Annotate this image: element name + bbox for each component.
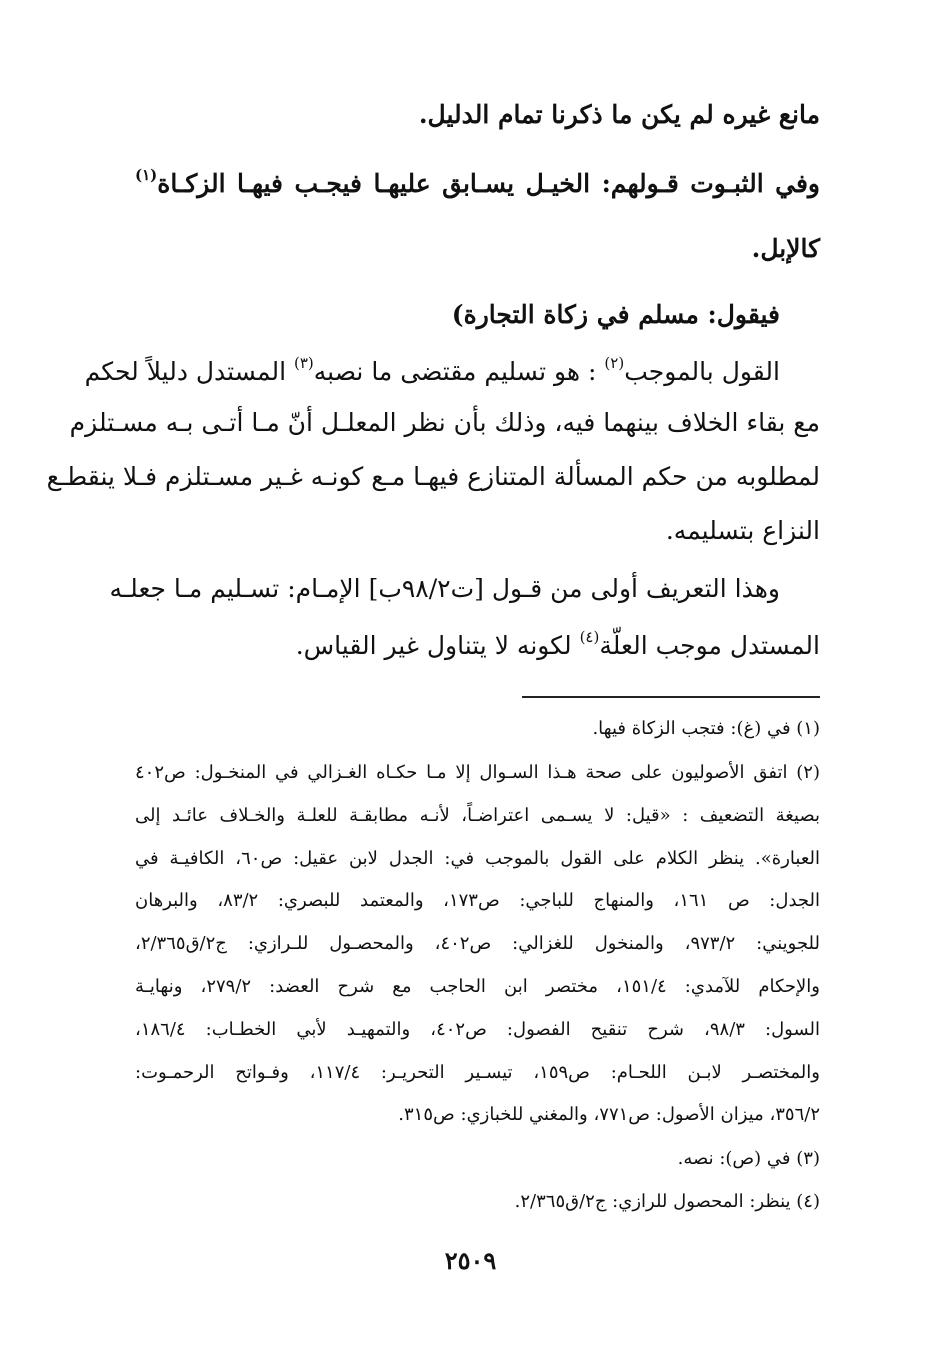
footnote-2-line-8: والمختصـر لابـن اللحـام: ص١٥٩، تيسـير التحريـر: ١١٧/٤، وفـواتح الرحمـوت: — [135, 1062, 820, 1083]
footnote-2-line-4: الجدل: ص ١٦١، والمنهاج للباجي: ص١٧٣، والمعتمد للبصري: ٨٣/٢، والبرهان — [135, 890, 820, 911]
text-line-3: كالإبل. — [751, 234, 820, 263]
footnote-2-line-7: السول: ٩٨/٣، شرح تنقيح الفصول: ص٤٠٢، والتمهيـد لأبي الخطـاب: ١٨٦/٤، — [135, 1019, 820, 1040]
text-line-6: مع بقاء الخلاف بينهما فيه، وذلك بأن نظر المعلـل أنّ مـا أتـى بـه مسـتلزم — [69, 408, 820, 437]
text-line-1: مانع غيره لم يكن ما ذكرنا تمام الدليل. — [418, 100, 820, 129]
footnote-2-line-1: (٢) اتفق الأصوليون على صحة هـذا السـوال إلا مـا حكـاه الغـزالي في المنخـول: ص٤٠٢ — [135, 762, 820, 783]
text-line-5 — [84, 354, 820, 387]
footnote-ref-1: (١) — [135, 166, 158, 184]
footnote-ref-3: (٣) — [294, 354, 314, 372]
text-line-5-b: : هو تسليم مقتضى ما نصبه — [313, 357, 605, 386]
text-line-2-main: وفي الثبـوت قـولهم: الخيـل يسـابق عليهـا فيجـب فيهـا الزكـاة — [157, 169, 820, 198]
text-line-2 — [135, 166, 820, 199]
footnote-1: (١) في (غ): فتجب الزكاة فيها. — [592, 718, 820, 739]
footnote-2-line-6: والإحكام للآمدي: ١٥١/٤، مختصر ابن الحاجب مع شرح العضد: ٢٧٩/٢، ونهايـة — [135, 976, 820, 997]
footnote-ref-2: (٢) — [604, 354, 625, 372]
text-line-5-c: المستدل دليلاً لحكم — [84, 357, 294, 386]
text-line-7: لمطلوبه من حكم المسألة المتنازع فيهـا مـع كونـه غـير مسـتلزم فـلا ينقطـع — [46, 462, 820, 491]
page-number: ٢٥٠٩ — [444, 1246, 497, 1275]
text-line-5-a: القول بالموجب — [624, 357, 780, 386]
footnote-ref-4: (٤) — [579, 628, 600, 646]
footnote-2-line-5: للجويني: ٩٧٣/٢، والمنخول للغزالي: ص٤٠٢، والمحصـول للـرازي: ج٢/ق٢/٣٦٥، — [135, 933, 821, 954]
footnote-2-line-9: ٣٥٦/٢، ميزان الأصول: ص٧٧١، والمغني للخبازي: ص٣١٥. — [398, 1104, 820, 1125]
text-line-8: النزاع بتسليمه. — [665, 516, 820, 545]
text-line-9: وهذا التعريف أولى من قـول [ت٩٨/٢ب] الإمـام: تسـليم مـا جعلـه — [109, 574, 780, 603]
text-line-10-b: لكونه لا يتناول غير القياس. — [295, 631, 580, 660]
text-line-10-a: المستدل موجب العلّة — [599, 631, 820, 660]
footnote-2-line-2: بصيغة التضعيف : «قيل: لا يسـمى اعتراضـاً، لأنـه مطابقـة للعلـة والخـلاف عائـد إلى — [135, 805, 820, 826]
footnote-separator — [522, 696, 820, 698]
text-line-10 — [296, 628, 820, 661]
footnote-4: (٤) ينظر: المحصول للرازي: ج٢/ق٢/٣٦٥. — [514, 1191, 820, 1212]
text-line-4: فيقول: مسلم في زكاة التجارة) — [451, 300, 780, 329]
footnote-3: (٣) في (ص): نصه. — [677, 1148, 820, 1169]
footnote-2-line-3: العبارة». ينظر الكلام على القول بالموجب في: الجدل لابن عقيل: ص٦٠، الكافيـة في — [135, 848, 821, 869]
